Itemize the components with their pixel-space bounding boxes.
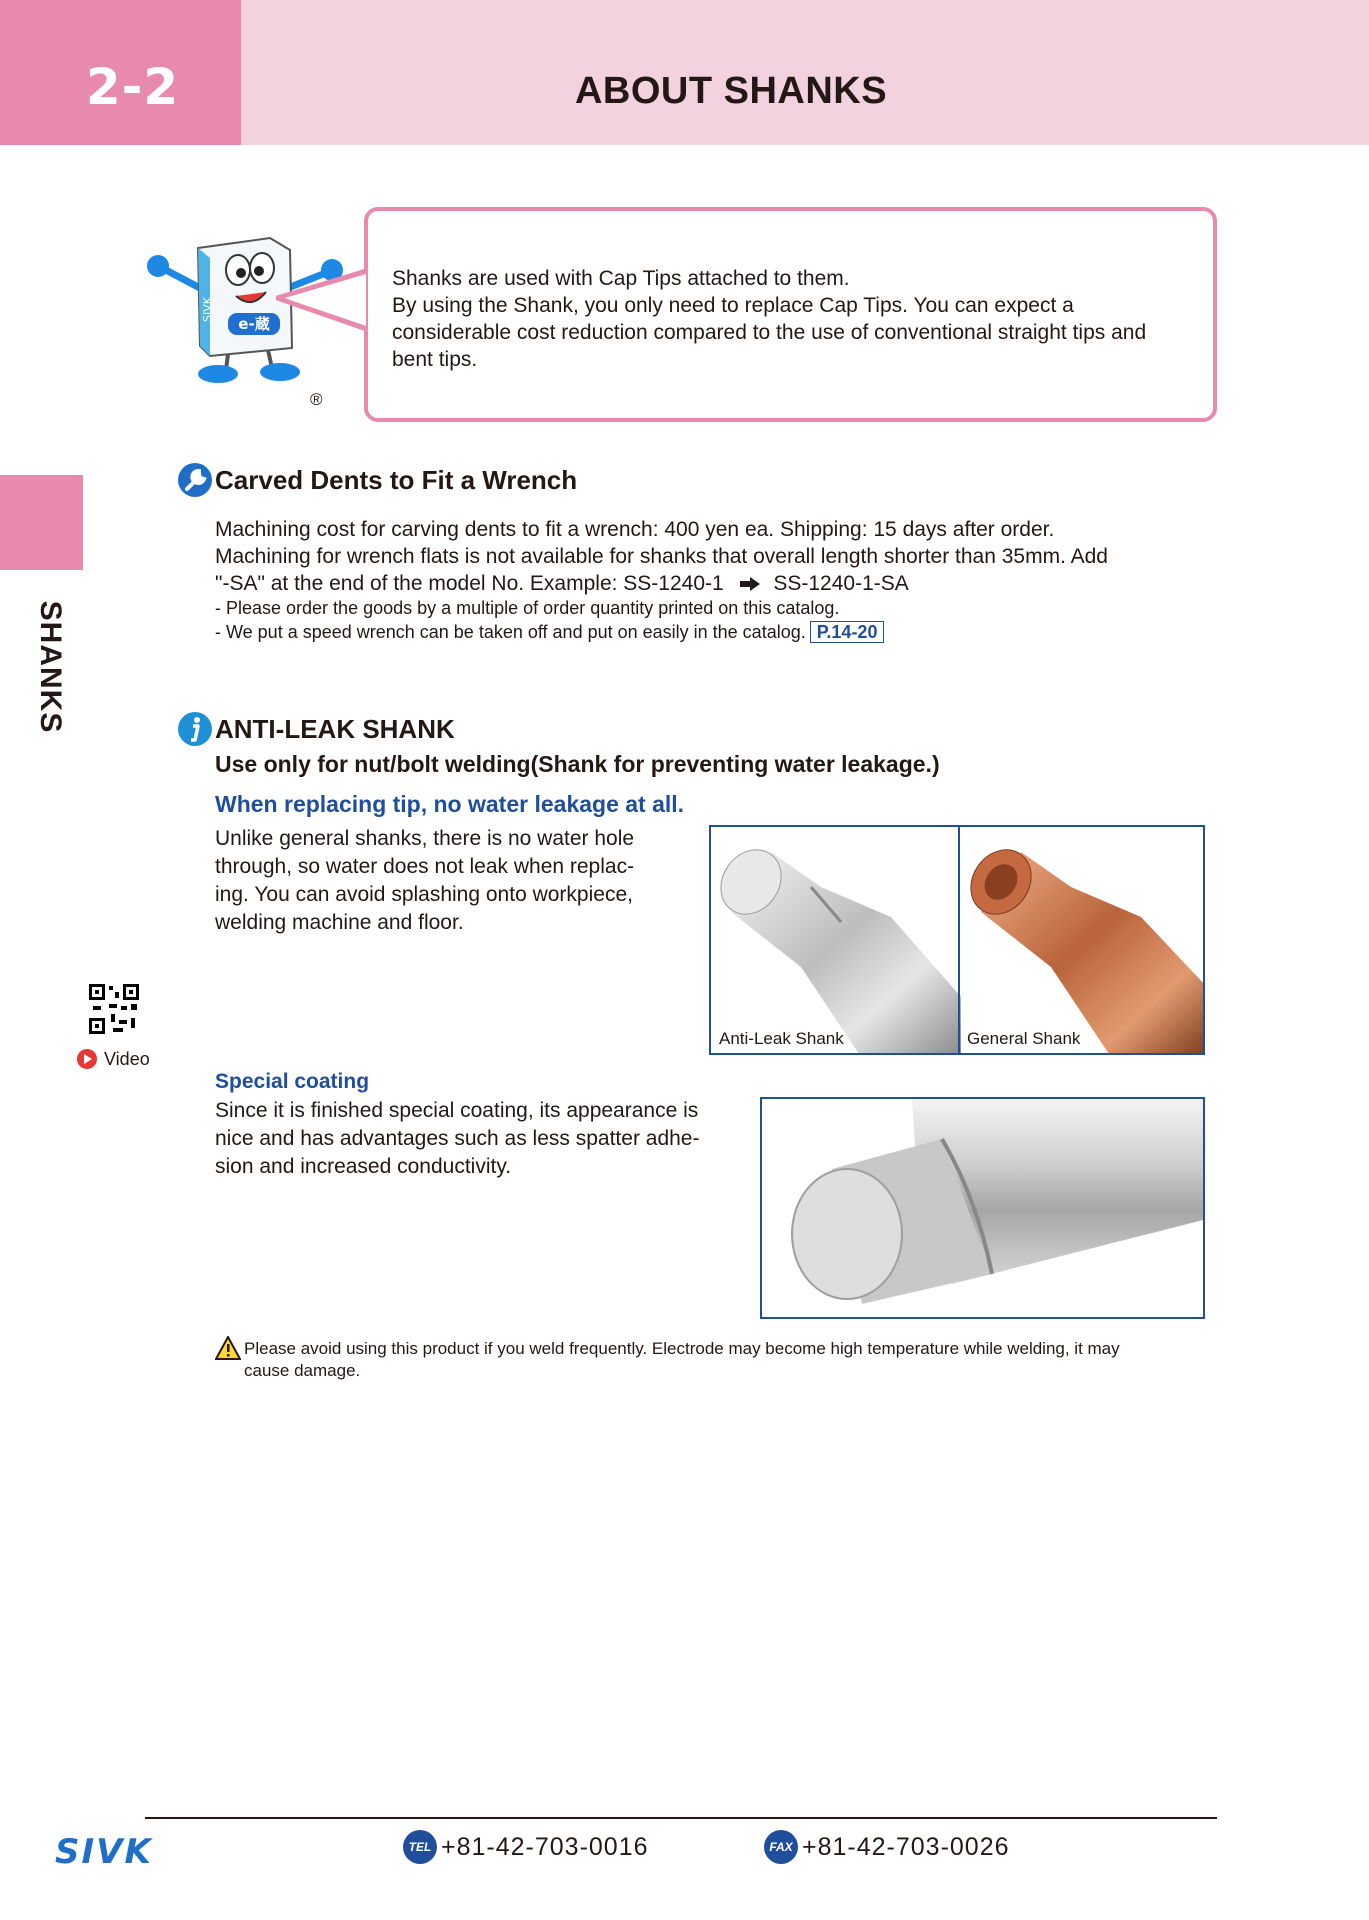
intro-text [392,265,1202,373]
footer-tel [403,1830,649,1864]
wrench-note-text: - We put a speed wrench can be taken off and put on easily in the catalog. [215,622,806,642]
footer-divider [145,1817,1217,1819]
warning-line: cause damage. [244,1361,361,1380]
fax-number: +81-42-703-0026 [802,1832,1010,1861]
intro-line: Shanks are used with Cap Tips attached to them. [392,267,850,290]
shank-photo-drawing [711,827,1205,1055]
warning-icon [215,1336,241,1360]
anti-leak-subheading: Use only for nut/bolt welding(Shank for preventing water leakage.) [215,751,940,777]
fax-icon: FAX [764,1830,798,1864]
info-icon [177,711,213,747]
shank-comparison-photo [709,825,1205,1055]
carved-line: Machining for wrench flats is not available for shanks that overall length shorter than 35mm. Add [215,545,1108,568]
wrench-note [215,620,1215,644]
side-tab [0,475,83,570]
page-reference-link[interactable]: P.14-20 [810,621,885,643]
anti-leak-body [215,825,685,937]
qr-code-icon[interactable] [87,982,141,1036]
special-coating-heading: Special coating [215,1070,370,1093]
intro-line: By using the Shank, you only need to replace Cap Tips. You can expect a [392,294,1074,317]
video-label: Video [104,1048,150,1069]
wrench-icon [177,462,213,498]
coating-line: sion and increased conductivity. [215,1155,512,1178]
carved-line [215,570,1215,597]
carved-line: Machining cost for carving dents to fit a wrench: 400 yen ea. Shipping: 15 days after order. [215,518,1055,541]
carved-dents-body [215,516,1215,597]
mascot-box-text: SIVK [201,297,214,322]
registered-mark: ® [310,390,323,409]
example-to: SS-1240-1-SA [773,572,909,595]
coating-photo-drawing [762,1099,1205,1319]
coating-line: Since it is finished special coating, its appearance is [215,1099,699,1122]
anti-leak-blue-heading: When replacing tip, no water leakage at all. [215,791,685,817]
intro-line: bent tips. [392,348,478,371]
special-coating-body [215,1097,745,1181]
coating-line: nice and has advantages such as less spatter adhe- [215,1127,700,1150]
page-title: ABOUT SHANKS [574,70,888,112]
warning-text [244,1338,1204,1382]
company-logo: SIVK [55,1832,153,1872]
example-from: "-SA" at the end of the model No. Example: SS-1240-1 [215,572,724,595]
tel-number: +81-42-703-0016 [441,1832,649,1861]
intro-line: considerable cost reduction compared to the use of conventional straight tips and [392,321,1147,344]
play-icon [76,1048,98,1070]
footer-fax [764,1830,1010,1864]
anti-leak-heading: ANTI-LEAK SHANK [215,714,455,744]
side-tab-label: SHANKS [34,600,67,734]
video-link[interactable] [76,1048,150,1070]
anti-leak-line: ing. You can avoid splashing onto workpiece, [215,883,633,906]
caption-anti-leak: Anti-Leak Shank [719,1029,844,1048]
arrow-right-icon [734,576,764,592]
coating-photo [760,1097,1205,1319]
mascot-label: e-蔵 [238,315,270,333]
carved-notes [215,596,1215,644]
order-note: - Please order the goods by a multiple of order quantity printed on this catalog. [215,598,840,618]
anti-leak-line: through, so water does not leak when replac- [215,855,635,878]
anti-leak-line: Unlike general shanks, there is no water hole [215,827,635,850]
anti-leak-line: welding machine and floor. [215,911,464,934]
tel-icon: TEL [403,1830,437,1864]
speech-bubble-pointer-cover [276,258,371,338]
carved-dents-heading: Carved Dents to Fit a Wrench [215,465,578,495]
warning-line: Please avoid using this product if you weld frequently. Electrode may become high temperature while welding, it may [244,1339,1120,1358]
caption-general: General Shank [967,1029,1081,1048]
section-number: 2-2 [85,58,180,116]
